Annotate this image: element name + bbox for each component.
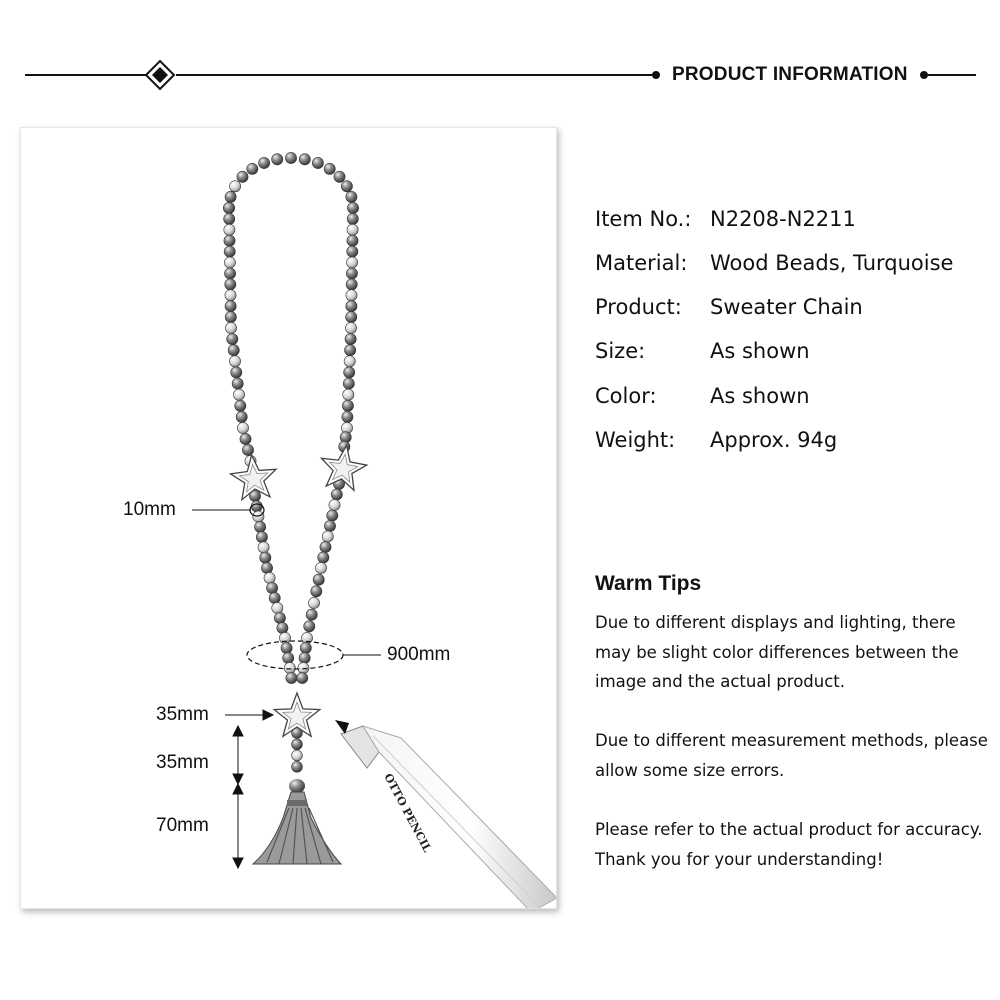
bead — [229, 356, 240, 367]
spec-key: Weight: — [595, 428, 676, 452]
bead — [334, 171, 345, 182]
bead — [225, 279, 236, 290]
tips-paragraph-display: Due to different displays and lighting, there may be slight color differences between the image and the actual product. — [595, 613, 959, 691]
bead-size-label: 10mm — [123, 499, 176, 520]
pencil-imprint-text: OTTO PENCIL — [381, 771, 434, 855]
bead — [253, 511, 264, 522]
bead — [272, 602, 283, 613]
spec-key: Color: — [595, 384, 657, 408]
bead — [345, 345, 356, 356]
bead — [346, 290, 357, 301]
bead — [343, 389, 354, 400]
bead — [224, 224, 235, 235]
spec-key: Size: — [595, 339, 646, 363]
bead — [281, 642, 292, 653]
spec-value: Approx. 94g — [710, 428, 838, 452]
header-rule-left — [25, 74, 147, 76]
pencil-illustration — [335, 720, 556, 908]
bead — [347, 235, 358, 246]
bead — [224, 257, 235, 268]
bead — [346, 312, 357, 323]
bead — [224, 213, 235, 224]
bead — [236, 411, 247, 422]
bead — [228, 345, 239, 356]
spec-value: Sweater Chain — [710, 295, 863, 319]
bead — [256, 532, 267, 543]
bead — [318, 552, 329, 563]
bead — [324, 163, 335, 174]
bead — [269, 592, 280, 603]
spec-value: As shown — [710, 339, 810, 363]
bead — [344, 356, 355, 367]
bead — [230, 181, 241, 192]
bead — [274, 612, 285, 623]
bead — [308, 597, 319, 608]
bead — [343, 378, 354, 389]
spec-key: Item No.: — [595, 207, 692, 231]
bead — [247, 163, 258, 174]
bead — [292, 750, 303, 761]
bead — [346, 191, 357, 202]
bead — [259, 157, 270, 168]
bead — [324, 520, 335, 531]
bead — [312, 157, 323, 168]
bead — [347, 202, 358, 213]
spec-value: As shown — [710, 384, 810, 408]
bead — [322, 531, 333, 542]
header-dot-left — [652, 71, 660, 79]
tips-heading: Warm Tips — [595, 572, 702, 595]
bead — [225, 290, 236, 301]
star-size-label: 35mm — [156, 704, 209, 725]
bead — [347, 213, 358, 224]
star-charms — [231, 445, 367, 736]
bead — [240, 433, 251, 444]
bead — [225, 268, 236, 279]
bead — [298, 662, 309, 673]
bead — [311, 586, 322, 597]
bead — [225, 322, 236, 333]
bead — [292, 761, 303, 772]
bead — [237, 171, 248, 182]
page-title: PRODUCT INFORMATION — [672, 64, 908, 85]
diamond-icon — [144, 59, 176, 91]
bead — [331, 489, 342, 500]
bead — [264, 572, 275, 583]
product-illustration-panel — [20, 127, 557, 909]
bead — [255, 521, 266, 532]
bead — [346, 268, 357, 279]
bead — [329, 499, 340, 510]
bead — [258, 542, 269, 553]
spec-key: Material: — [595, 251, 688, 275]
bead — [272, 154, 283, 165]
bead — [279, 632, 290, 643]
bead — [225, 312, 236, 323]
bead — [341, 181, 352, 192]
tassel — [253, 779, 341, 864]
tips-paragraph-measurement: Due to different measurement methods, please allow some size errors. — [595, 731, 988, 780]
bead — [285, 152, 296, 163]
header-rule-middle — [176, 74, 654, 76]
bead — [231, 367, 242, 378]
bead — [347, 246, 358, 257]
bead — [292, 739, 303, 750]
bead — [225, 191, 236, 202]
bead — [225, 301, 236, 312]
bead — [277, 622, 288, 633]
bead — [267, 582, 278, 593]
bead — [284, 662, 295, 673]
necklace-drawing — [21, 128, 556, 908]
bead — [261, 562, 272, 573]
spec-key: Product: — [595, 295, 682, 319]
bead — [224, 235, 235, 246]
bead — [342, 400, 353, 411]
bead — [283, 652, 294, 663]
bead — [344, 367, 355, 378]
bead — [232, 378, 243, 389]
bead — [315, 562, 326, 573]
bead — [242, 444, 253, 455]
bead — [286, 672, 297, 683]
spec-value: N2208-N2211 — [710, 207, 856, 231]
bead — [346, 279, 357, 290]
bead — [224, 246, 235, 257]
bead — [345, 322, 356, 333]
bead — [347, 224, 358, 235]
bead — [306, 609, 317, 620]
bead — [235, 400, 246, 411]
bead — [260, 552, 271, 563]
bead — [313, 574, 324, 585]
bead — [342, 411, 353, 422]
bead — [251, 501, 262, 512]
bead — [304, 621, 315, 632]
bead — [327, 510, 338, 521]
bead — [300, 642, 311, 653]
drop-length-label: 35mm — [156, 752, 209, 773]
bead — [346, 301, 357, 312]
bead — [299, 154, 310, 165]
bead — [345, 334, 356, 345]
bead — [297, 672, 308, 683]
bead — [233, 389, 244, 400]
bead — [237, 422, 248, 433]
tips-paragraph-accuracy: Please refer to the actual product for accuracy. Thank you for your understanding! — [595, 820, 983, 869]
bead — [223, 202, 234, 213]
bead — [320, 541, 331, 552]
bead — [227, 334, 238, 345]
header-rule-right — [926, 74, 976, 76]
bead — [347, 257, 358, 268]
bead — [299, 652, 310, 663]
spec-value: Wood Beads, Turquoise — [710, 251, 954, 275]
length-label: 900mm — [387, 644, 451, 665]
tassel-length-label: 70mm — [156, 815, 209, 836]
